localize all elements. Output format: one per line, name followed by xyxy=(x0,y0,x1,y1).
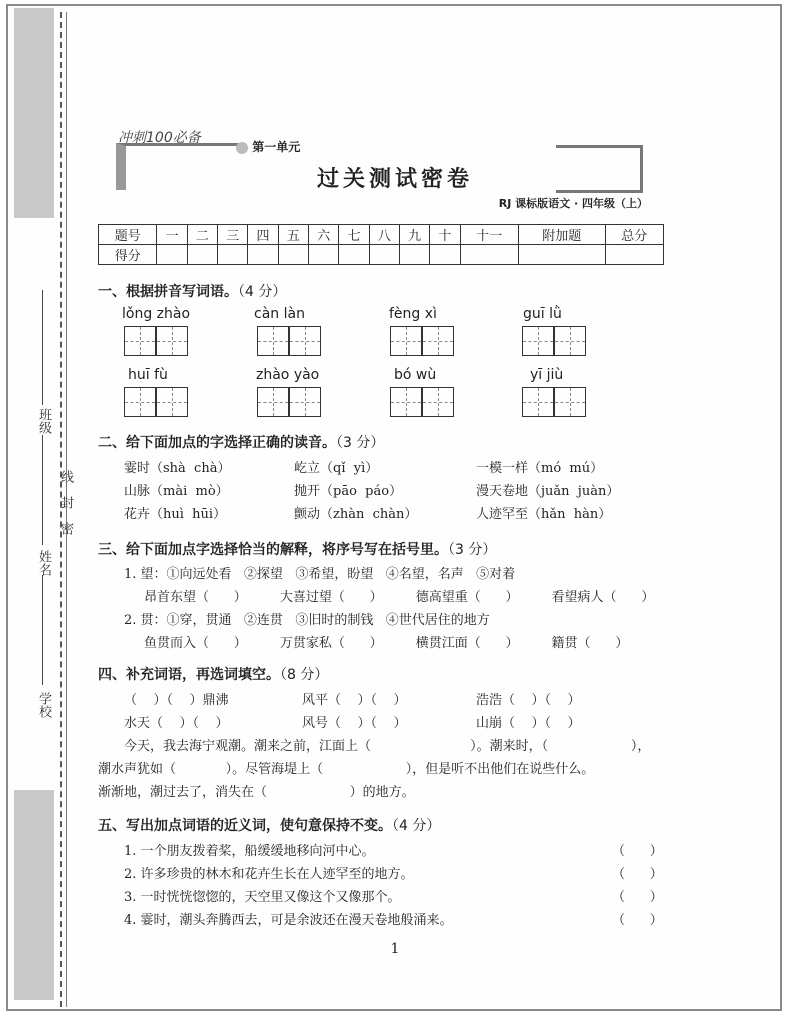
pinyin-8: yī jiù xyxy=(530,367,564,383)
synonym-item: 1. 一个朋友拨着桨，船缓缓地移向河中心。 xyxy=(124,844,375,859)
class-blank xyxy=(42,290,43,405)
name-label: 姓名 xyxy=(36,550,51,576)
idiom-blank: 风平（ ）（ ） xyxy=(302,693,407,708)
reading-item: 漫天卷地（juǎn juàn） xyxy=(476,484,620,499)
school-label: 学校 xyxy=(36,692,51,718)
pinyin-3: fèng xì xyxy=(389,306,437,322)
mi-label: 密 xyxy=(58,522,73,535)
reading-item: 颤动（zhàn chàn） xyxy=(294,507,418,522)
pinyin-7: bó wù xyxy=(394,367,437,383)
meaning-words-1: 昂首东望（ ） 大喜过望（ ） 德高望重（ ） 看望病人（ ） xyxy=(144,590,655,605)
reading-item: 屹立（qǐ yì） xyxy=(294,461,379,476)
answer-paren[interactable]: （ ） xyxy=(612,867,663,882)
reading-item: 一模一样（mó mú） xyxy=(476,461,604,476)
synonym-item: 4. 霎时，潮头奔腾西去，可是余波还在漫天卷地般涌来。 xyxy=(124,913,453,928)
side-shade-bottom xyxy=(14,790,54,1000)
pinyin-5: huī fù xyxy=(128,367,168,383)
meaning-words-2: 鱼贯而入（ ） 万贯家私（ ） 横贯江面（ ） 籍贯（ ） xyxy=(144,636,629,651)
page-title: 过关测试密卷 xyxy=(316,166,473,192)
char-box[interactable] xyxy=(257,326,289,356)
char-box[interactable] xyxy=(522,326,554,356)
char-box[interactable] xyxy=(522,387,554,417)
char-box[interactable] xyxy=(124,326,156,356)
unit-label: 第一单元 xyxy=(236,138,300,155)
char-box[interactable] xyxy=(156,326,188,356)
meaning-line-1: 1. 望：①向远处看 ②探望 ③希望，盼望 ④名望，名声 ⑤对着 xyxy=(124,567,516,582)
answer-paren[interactable]: （ ） xyxy=(612,844,663,859)
char-box[interactable] xyxy=(124,387,156,417)
pinyin-2: càn làn xyxy=(254,306,305,322)
char-box[interactable] xyxy=(554,387,586,417)
answer-paren[interactable]: （ ） xyxy=(612,913,663,928)
score-header-row: 题号 一 二 三 四 五 六 七 八 九 十 十一 附加题 总分 xyxy=(99,225,664,245)
char-box[interactable] xyxy=(554,326,586,356)
brand-logo: 冲刺100必备 xyxy=(118,130,201,146)
idiom-blank: 山崩（ ）（ ） xyxy=(476,716,581,731)
idiom-blank: 水天（ ）（ ） xyxy=(124,716,229,731)
passage-line-3: 渐渐地，潮过去了，消失在（ ）的地方。 xyxy=(98,785,415,800)
section-1-title: 一、根据拼音写词语。（4 分） xyxy=(98,284,287,300)
pinyin-1: lǒng zhào xyxy=(122,306,191,322)
pinyin-4: guī lǜ xyxy=(523,306,562,322)
reading-item: 人迹罕至（hǎn hàn） xyxy=(476,507,612,522)
edition-label: RJ 课标版语文 · 四年级（上） xyxy=(498,197,648,210)
name-blank xyxy=(42,435,43,545)
section-4-title: 四、补充词语，再选词填空。（8 分） xyxy=(98,667,329,683)
passage-line-2: 潮水声犹如（ ）。尽管海堤上（ ），但是听不出他们在说些什么。 xyxy=(98,762,595,777)
synonym-item: 2. 许多珍贵的林木和花卉生长在人迹罕至的地方。 xyxy=(124,867,414,882)
score-table xyxy=(98,224,664,265)
reading-item: 抛开（pāo páo） xyxy=(294,484,403,499)
pinyin-6: zhào yào xyxy=(256,367,320,383)
char-box[interactable] xyxy=(390,326,422,356)
reading-item: 花卉（huì hūi） xyxy=(124,507,227,522)
answer-paren[interactable]: （ ） xyxy=(612,890,663,905)
reading-item: 山脉（mài mò） xyxy=(124,484,229,499)
char-box[interactable] xyxy=(257,387,289,417)
char-box[interactable] xyxy=(390,387,422,417)
char-box[interactable] xyxy=(156,387,188,417)
passage-line-1: 今天，我去海宁观潮。潮来之前，江面上（ ）。潮来时，（ ）， xyxy=(124,739,651,754)
meaning-line-2: 2. 贯：①穿，贯通 ②连贯 ③旧时的制钱 ④世代居住的地方 xyxy=(124,613,490,628)
char-box[interactable] xyxy=(422,326,454,356)
page-number: 1 xyxy=(390,941,400,957)
reading-item: 霎时（shà chà） xyxy=(124,461,231,476)
class-label: 班级 xyxy=(36,408,51,434)
idiom-blank: 浩浩（ ）（ ） xyxy=(476,693,581,708)
section-5-title: 五、写出加点词语的近义词，使句意保持不变。（4 分） xyxy=(98,818,441,834)
xian-label: 线 xyxy=(58,470,73,483)
char-box[interactable] xyxy=(422,387,454,417)
section-2-title: 二、给下面加点的字选择正确的读音。（3 分） xyxy=(98,435,385,451)
score-value-row: 得分 xyxy=(99,245,664,265)
section-3-title: 三、给下面加点字选择恰当的解释，将序号写在括号里。（3 分） xyxy=(98,542,497,558)
char-box[interactable] xyxy=(289,387,321,417)
feng-label: 封 xyxy=(58,496,73,509)
idiom-blank: 风号（ ）（ ） xyxy=(302,716,407,731)
school-blank xyxy=(42,575,43,685)
idiom-blank: （ ）（ ）鼎沸 xyxy=(124,693,229,708)
synonym-item: 3. 一时恍恍惚惚的，天空里又像这个又像那个。 xyxy=(124,890,401,905)
char-box[interactable] xyxy=(289,326,321,356)
